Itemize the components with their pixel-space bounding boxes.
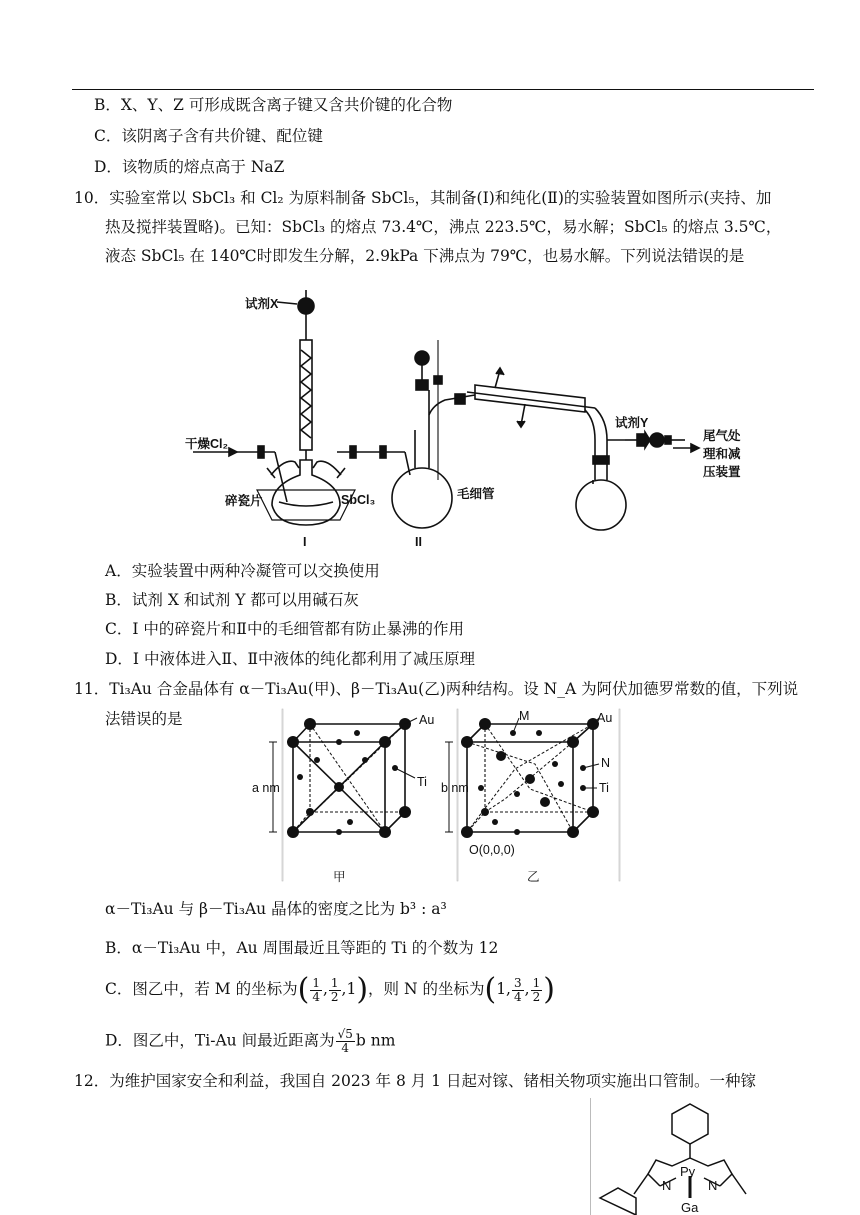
- q10-option-b: B．试剂 X 和试剂 Y 都可以用碱石灰: [105, 591, 359, 609]
- label-tail-1: 尾气处: [703, 429, 741, 443]
- label-py: Py: [680, 1164, 696, 1179]
- top-phenyl: [672, 1104, 708, 1144]
- label-alpha-ti: Ti: [417, 775, 427, 789]
- label-yi: 乙: [527, 870, 540, 884]
- label-reagent-y: 试剂Y: [615, 416, 649, 430]
- label-reagent-x: 试剂X: [245, 297, 279, 311]
- flask-ii: [392, 468, 452, 528]
- label-ga: Ga: [681, 1200, 699, 1215]
- label-n: N: [601, 756, 611, 770]
- q11-option-a-text: α－Ti₃Au 与 β－Ti₃Au 晶体的密度之比为 b³ : a³: [105, 900, 447, 918]
- q10-stem-line3: 液态 SbCl₅ 在 140℃时即发生分解，2.9kPa 下沸点为 79℃，也易水解。下列说法错误的是: [105, 247, 745, 265]
- label-b-nm: b nm: [441, 781, 469, 795]
- label-beta-au: Au: [597, 711, 613, 725]
- q12-molecule-figure: [590, 1098, 815, 1215]
- q11-option-c-mid: ，则 N 的坐标为: [368, 980, 485, 998]
- label-tail-3: 压装置: [703, 465, 741, 479]
- q9-option-d: D．该物质的熔点高于 NaZ: [94, 158, 285, 176]
- label-porcelain: 碎瓷片: [225, 494, 263, 508]
- q11-option-a: [105, 898, 447, 920]
- header-rule: [72, 89, 814, 90]
- q10-apparatus-figure: [175, 280, 755, 550]
- label-origin: O(0,0,0): [469, 843, 515, 857]
- label-sbcl3: SbCl₃: [341, 493, 376, 507]
- flask-i: [272, 460, 340, 525]
- drying-tube-y: [650, 433, 664, 447]
- q11-option-d: D．图乙中，Ti-Au 间最近距离为 $\frac{√5}{4}$ b nm: [105, 1027, 396, 1055]
- label-tail-2: 理和减: [703, 447, 741, 461]
- liebig-condenser: [475, 385, 585, 412]
- label-jia: 甲: [333, 870, 346, 884]
- receiver-flask: [576, 480, 626, 530]
- q9-option-c: C．该阴离子含有共价键、配位键: [94, 127, 323, 145]
- label-apparatus-ii: II: [415, 535, 422, 549]
- label-n-right: N: [708, 1178, 718, 1193]
- label-beta-ti: Ti: [599, 781, 609, 795]
- q10-option-d: D．I 中液体进入Ⅱ、Ⅱ中液体的纯化都利用了减压原理: [105, 650, 476, 668]
- funnel-bulb-x: [298, 298, 314, 314]
- alpha-cell: [269, 709, 405, 881]
- label-alpha-au: Au: [419, 713, 435, 727]
- label-apparatus-i: I: [303, 535, 307, 549]
- q12-stem-line1: 12．为维护国家安全和利益，我国自 2023 年 8 月 1 日起对镓、锗相关物项实施出口管制。一种镓: [74, 1072, 756, 1090]
- q11-option-b: B．α－Ti₃Au 中，Au 周围最近且等距的 Ti 的个数为 12: [105, 939, 499, 957]
- q11-option-c-pre: C．图乙中，若 M 的坐标为: [105, 980, 298, 998]
- q10-option-c: C．I 中的碎瓷片和Ⅱ中的毛细管都有防止暴沸的作用: [105, 620, 464, 638]
- q9-option-b: B．X、Y、Z 可形成既含离子键又含共价键的化合物: [94, 96, 453, 114]
- label-dry-cl2: 干燥Cl₂: [185, 437, 229, 451]
- q11-option-d-pre: D．图乙中，Ti-Au 间最近距离为: [105, 1031, 335, 1050]
- q11-crystal-figure: [252, 704, 625, 886]
- q11-stem-line1: 11．Ti₃Au 合金晶体有 α－Ti₃Au(甲)、β－Ti₃Au(乙)两种结构。设 N_A 为阿伏加德罗常数的值，下列说: [74, 680, 799, 698]
- label-a-nm: a nm: [252, 781, 280, 795]
- label-capillary: 毛细管: [457, 487, 495, 501]
- q11-stem-line2: 法错误的是: [105, 710, 183, 728]
- q11-option-d-unit: b nm: [355, 1031, 396, 1050]
- label-n-left: N: [662, 1178, 672, 1193]
- q11-option-c: C．图乙中，若 M 的坐标为( $\frac{1}{4}$ , $\frac{1}{2}$ ,1)，则 N 的坐标为(1, $\frac{3}{4}$ , $\frac{1}{2}$ ): [105, 972, 555, 1007]
- q10-stem-line2: 热及搅拌装置略)。已知：SbCl₃ 的熔点 73.4℃，沸点 223.5℃，易水解；SbCl₅ 的熔点 3.5℃，: [105, 218, 782, 236]
- q10-option-a: A．实验装置中两种冷凝管可以交换使用: [105, 562, 380, 580]
- q10-stem-line1: 10．实验室常以 SbCl₃ 和 Cl₂ 为原料制备 SbCl₅，其制备(Ⅰ)和纯化(Ⅱ)的实验装置如图所示(夹持、加: [74, 189, 772, 207]
- label-m: M: [519, 709, 530, 723]
